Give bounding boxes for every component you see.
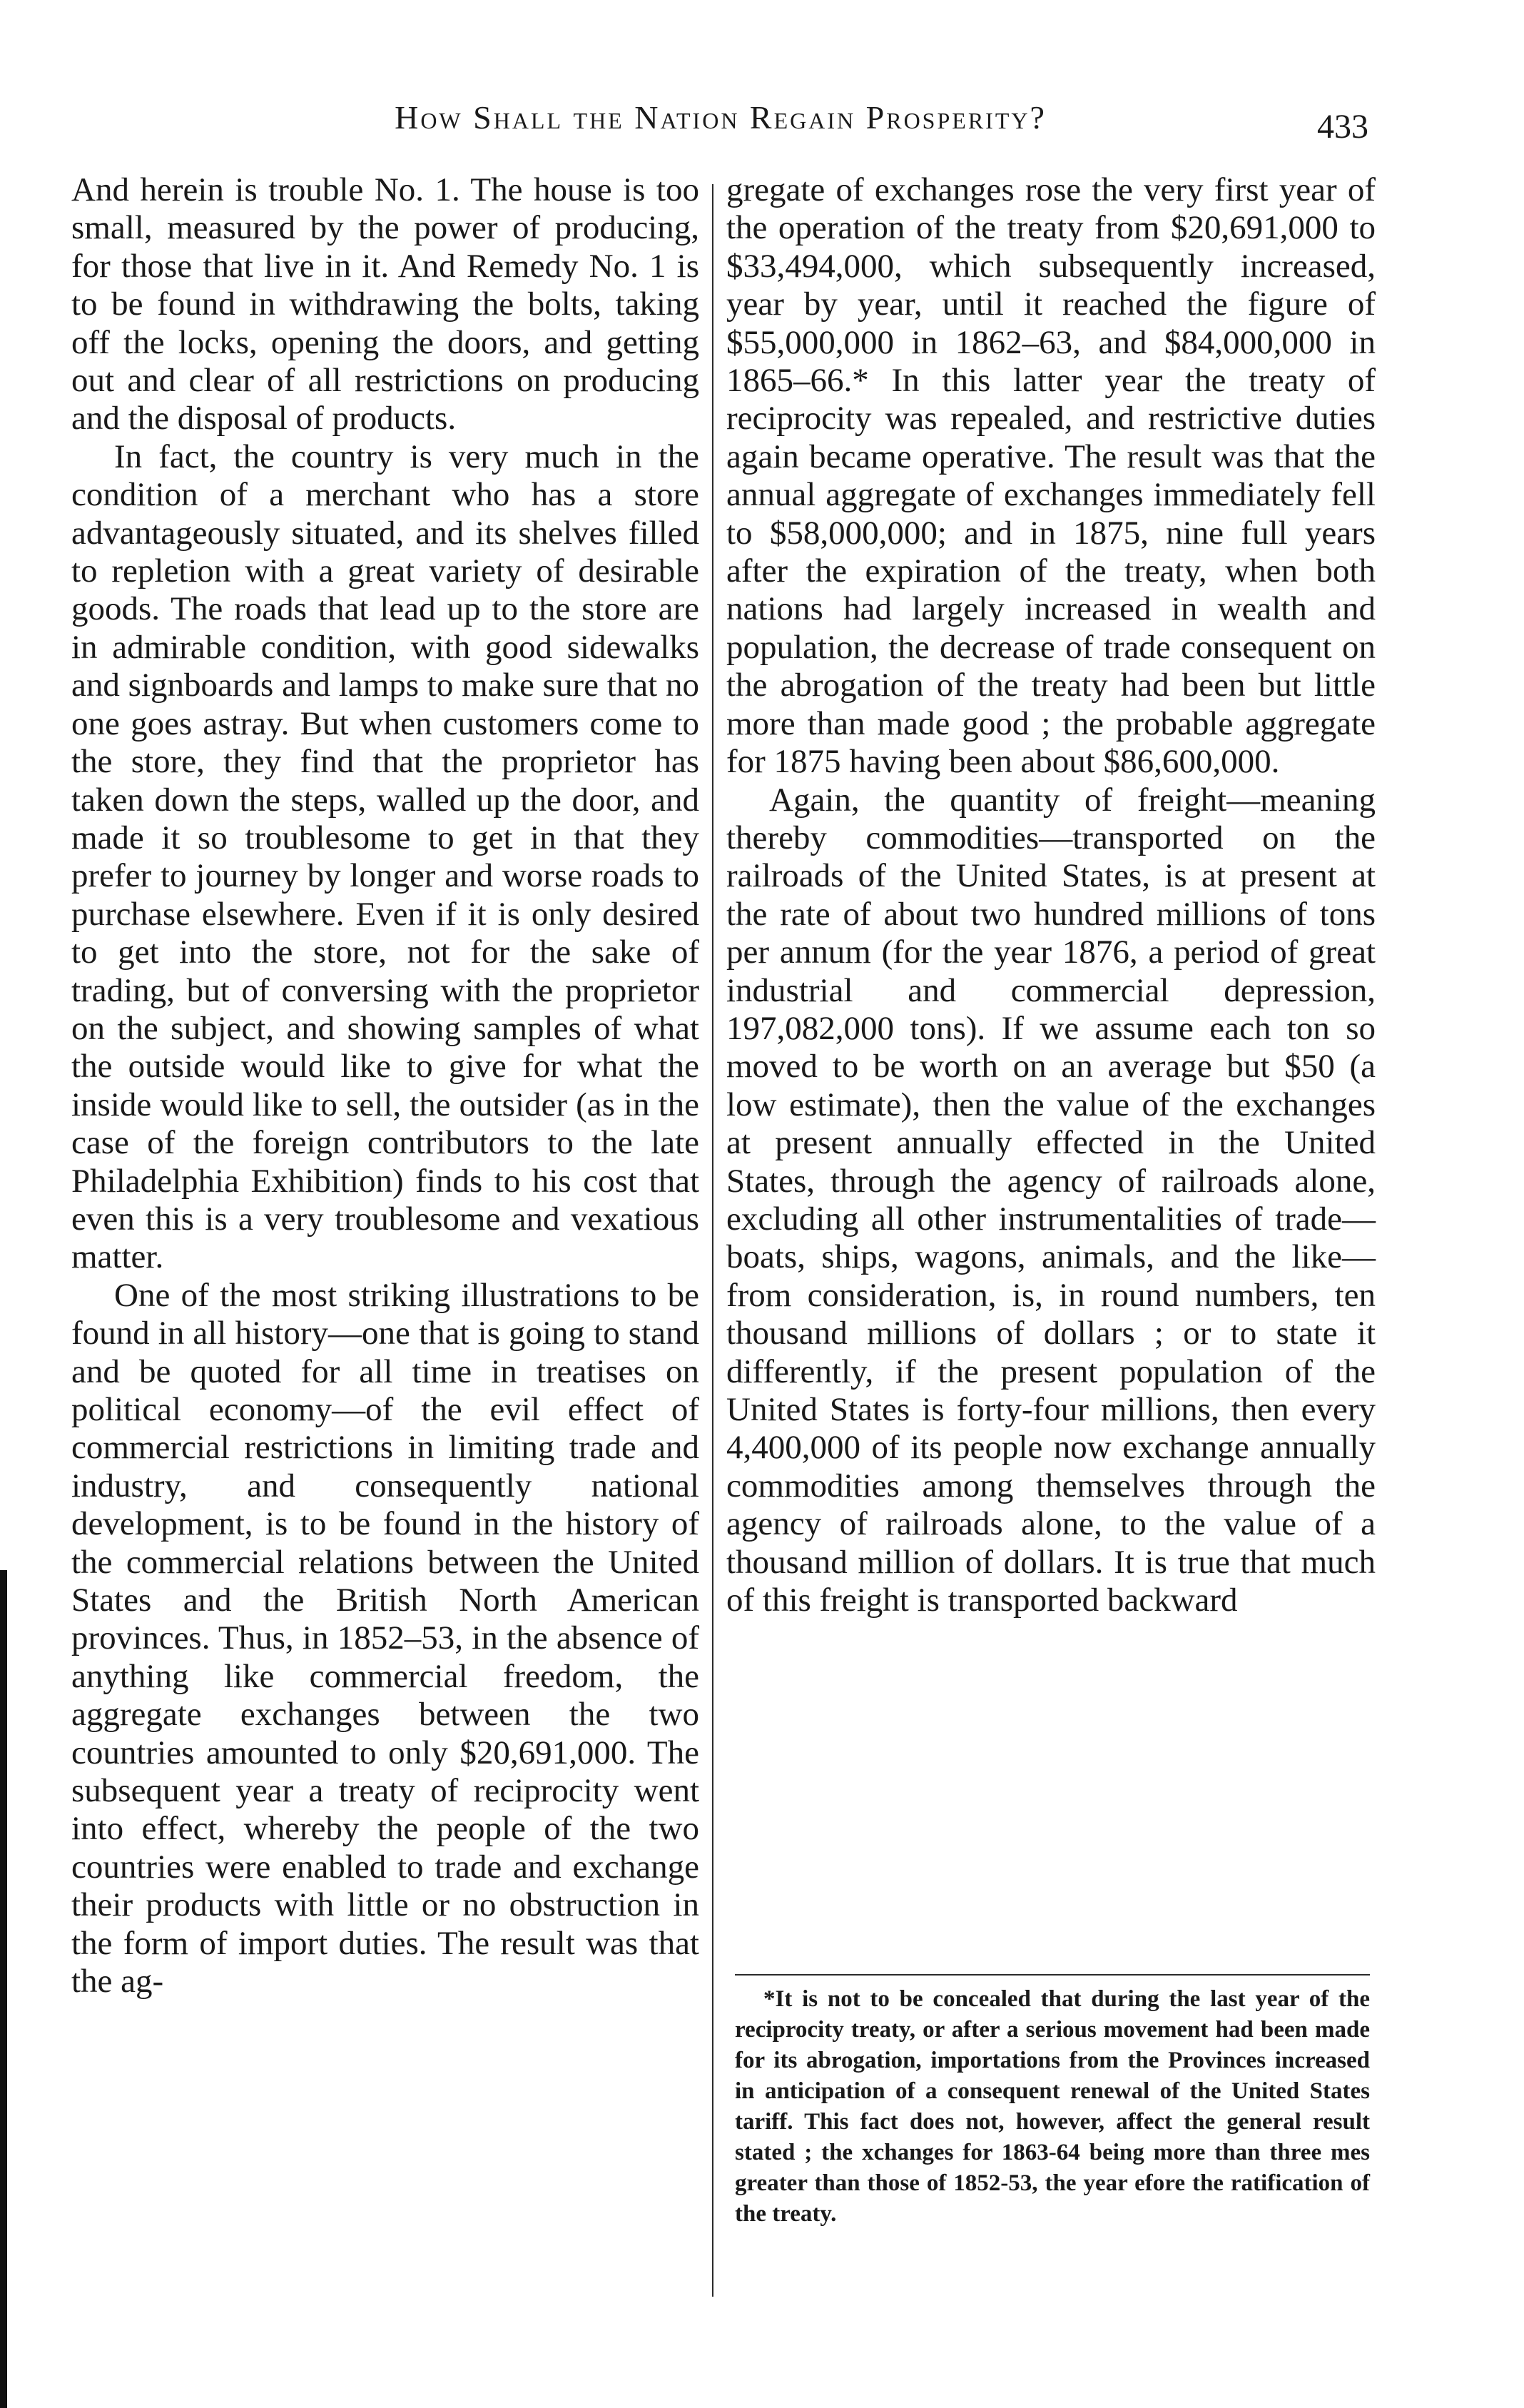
right-paragraph-2: Again, the quantity of freight—meaning thereby commodities—transported on the railroads of the United States, is at present at the rate of about two hundred millions of tons per annum (for the year 1876, a period of great industrial and commercial depression, 197,082,000 tons). If we assume each ton so moved to be worth on an average but $50 (a low estimate), then the value of the exchanges at present annually effected in the United States, through the agency of railroads alone, excluding all other instrumentalities of trade—boats, ships, wagons, animals, and the like—from consideration, is, in round numbers, ten thousand millions of dollars ; or to state it differently, if the present population of the United States is forty-four millions, then every 4,400,000 of its people now exchange annually commodities among themselves through the agency of railroads alone, to the value of a thousand million of dollars. It is true that much of this freight is transported backward [726,781,1376,1619]
page-edge-shadow [0,1570,7,2408]
left-paragraph-1: And herein is trouble No. 1. The house is too small, measured by the power of producing, for those that live in it. And Remedy No. 1 is to be found in withdrawing the bolts, taking off the locks, opening the doors, and getting out and clear of all restrictions on producing and the disposal of products. [71,171,699,437]
left-column [71,171,699,2001]
page-number: 433 [1317,108,1368,146]
right-column [726,171,1376,1619]
footnote-rule [735,1974,1370,1976]
footnote: *It is not to be concealed that during the last year of the reciprocity treaty, or after a serious movement had been made for its abrogation, importations from the Provinces increased in anticipation of a consequent renewal of the United States tariff. This fact does not, however, affect the general result stated ; the xchanges for 1863-64 being more than three mes greater than those of 1852-53, the year efore the ratification of the treaty. [735,1986,1370,2227]
left-paragraph-3: One of the most striking illustrations to be found in all history—one that is going to stand and be quoted for all time in treatises on political economy—of the evil effect of commercial restrictions in limiting trade and industry, and consequently national development, is to be found in the history of the commercial relations between the United States and the British North American provinces. Thus, in 1852–53, in the absence of anything like commercial freedom, the aggregate exchanges between the two countries amounted to only $20,691,000. The subsequent year a treaty of reciprocity went into effect, whereby the people of the two countries were enabled to trade and exchange their products with little or no obstruction in the form of import duties. The result was that the ag- [71,1276,699,2000]
running-title: How Shall the Nation Regain Prosperity? [395,99,1047,136]
left-paragraph-2: In fact, the country is very much in the condition of a merchant who has a store advantageously situated, and its shelves filled to repletion with a great variety of desirable goods. The roads that lead up to the store are in admirable condition, with good sidewalks and signboards and lamps to make sure that no one goes astray. But when customers come to the store, they find that the proprietor has taken down the steps, walled up the door, and made it so troublesome to get in that they prefer to journey by longer and worse roads to purchase elsewhere. Even if it is only desired to get into the store, not for the sake of trading, but of conversing with the proprietor on the subject, and showing samples of what the outside would like to give for what the inside would like to sell, the outsider (as in the case of the foreign contributors to the late Philadelphia Exhibition) finds to his cost that even this is a very troublesome and vexatious matter. [71,437,699,1276]
column-divider [712,184,713,2297]
right-paragraph-1: gregate of exchanges rose the very first year of the operation of the treaty from $20,691,000 to $33,494,000, which subsequently increased, year by year, until it reached the figure of $55,000,000 in 1862–63, and $84,000,000 in 1865–66.* In this latter year the treaty of reciprocity was repealed, and restrictive duties again became operative. The result was that the annual aggregate of exchanges immediately fell to $58,000,000; and in 1875, nine full years after the expiration of the treaty, when both nations had largely increased in wealth and population, the decrease of trade consequent on the abrogation of the treaty had been but little more than made good ; the probable aggregate for 1875 having been about $86,600,000. [726,171,1376,781]
